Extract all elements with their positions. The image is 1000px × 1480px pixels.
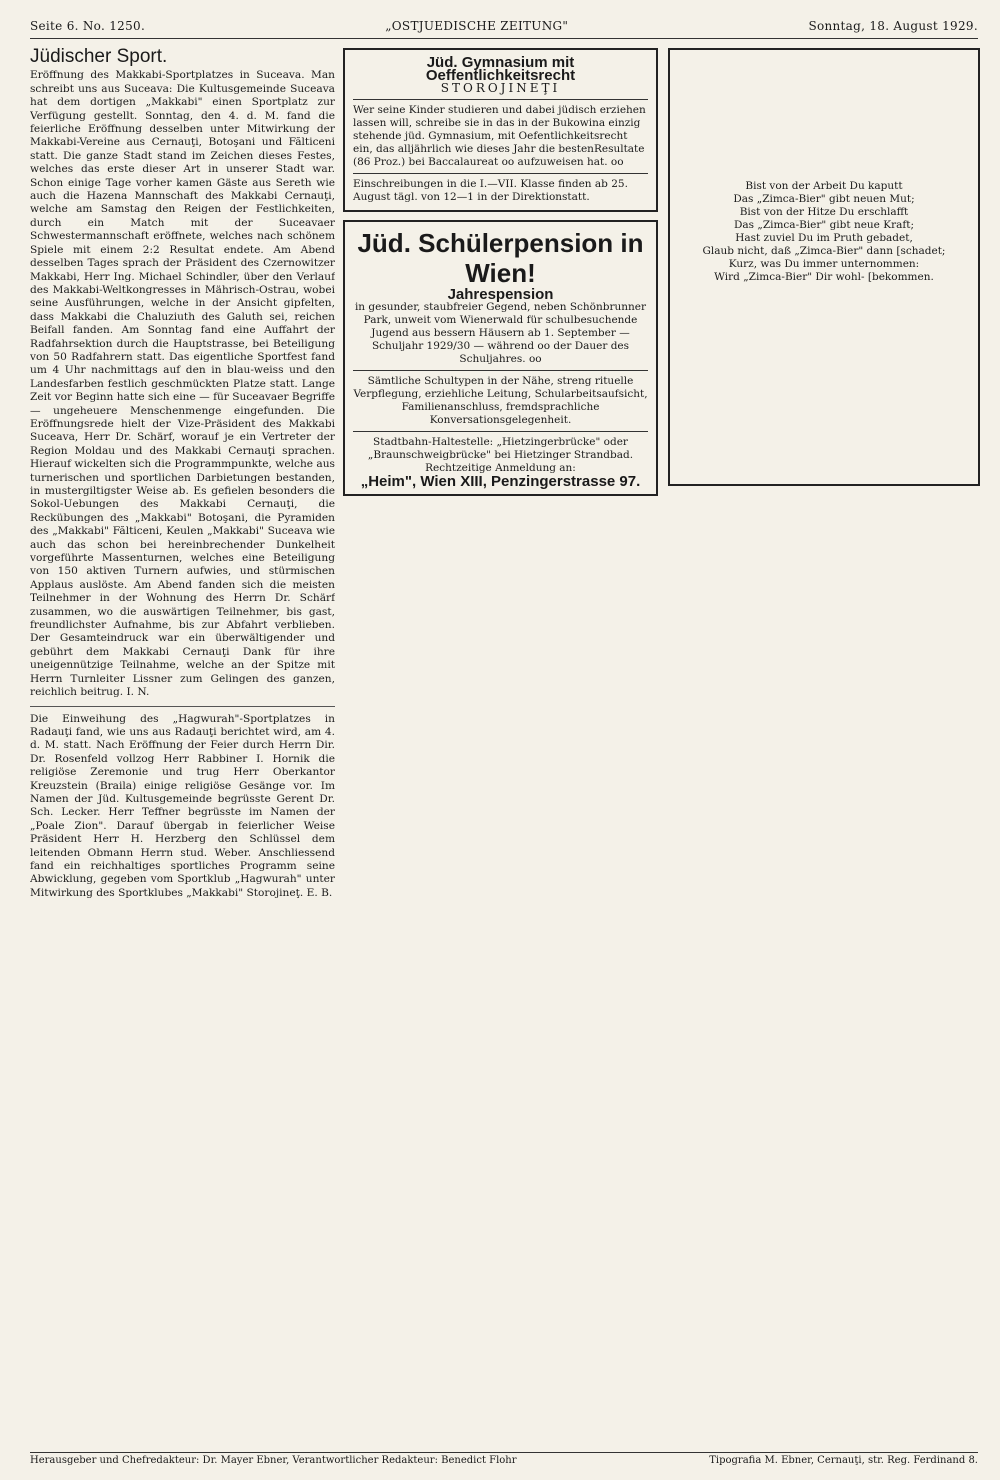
zimca-line: Bist von der Hitze Du erschlafft (739, 206, 909, 218)
ad-gymnasium-title: Jüd. Gymnasium mit Oeffentlichkeitsrecht (425, 54, 576, 84)
imprint-editors: Herausgeber und Chefredakteur: Dr. Mayer Ebner, Verantwortlicher Redakteur: Benedict Flohr (30, 1455, 517, 1466)
section-title: Jüdischer Sport. (30, 48, 168, 67)
zimca-line: Das „Zimca-Bier" gibt neuen Mut; (733, 193, 915, 205)
ad-gymnasium-enroll: Einschreibungen in die I.—VII. Klasse finden ab 25. August tägl. von 12—1 in der Direktionstatt. (353, 178, 628, 203)
ad-pension-title: Jüd. Schülerpension in Wien! (357, 228, 644, 288)
zimca-line: Wird „Zimca-Bier" Dir wohl- [bekommen. (714, 271, 934, 283)
zimca-line: Kurz, was Du immer unternommen: (728, 258, 920, 270)
ad-gymnasium-text: Wer seine Kinder studieren und dabei jüdisch erziehen lassen will, schreibe sie in das in der Bukowina einzig stehende jüd. Gymnasium, mit Oefentlichkeitsrecht ein, das alljährlich wie dieses Jahr die bestenResultate (86 Proz.) bei Baccalaureat oo aufzuweisen hat. oo (353, 104, 646, 168)
page-footer (30, 1452, 978, 1466)
ad-pension-text1: in gesunder, staubfreier Gegend, neben Schönbrunner Park, unweit vom Wienerwald für schulbesuchende Jugend aus bessern Häusern ab 1. September — Schuljahr 1929/30 — während oo der Dauer des Schuljahres. oo (354, 301, 647, 365)
divider (353, 431, 648, 432)
divider (353, 173, 648, 174)
article-suceava: Eröffnung des Makkabi-Sportplatzes in Suceava. Man schreibt uns aus Suceava: Die Kultusgemeinde Suceava hat dem dortigen „Makkabi" einen Sportplatz zur Verfügung gestellt. Sonntag, den 4. d. M. fand die feierliche Eröffnung desselben unter Mitwirkung der Makkabi-Vereine aus Cernauţi, Botoşani und Fălticeni statt. Die ganze Stadt stand im Zeichen dieses Festes, welches das erste dieser Art in unserer Stadt war. Schon einige Tage vorher kamen Gäste aus Sereth wie auch die Hazena Mannschaft des Makkabi Cernauţi, welche am Samstag den Reigen der Festlichkeiten, durch ein Match mit der Suceavaer Schwestermannschaft eröffnete, welches nach schönem Spiele mit einem 2:2 Resultat endete. Am Abend desselben Tages sprach der Präsident des Czernowitzer Makkabi, Herr Ing. Michael Schindler, über den Verlauf des Makkabi-Weltkongresses in Mährisch-Ostrau, wobei seine Ausführungen, welche in der Ansicht gipfelten, dass Makkabi die Chaluziuth des Galuth sei, reichen Beifall fanden. Am Sonntag fand eine Auffahrt der Radfahrsektion durch die Hauptstrasse, bei Beteiligung von 50 Radfahrern statt. Das eigentliche Sportfest fand um 4 Uhr nachmittags auf den in blau-weiss und den Landesfarben festlich geschmückten Platze statt. Lange Zeit vor Beginn hatte sich eine — für Suceavaer Begriffe — ungeheuere Menschenmenge eingefunden. Die Eröffnungsrede hielt der Vize-Präsident des Makkabi Suceava, Herr Dr. Schärf, worauf je ein Vertreter der Region Moldau und des Makkabi Cernauţi sprachen. Hierauf wickelten sich die Programmpunkte, welche aus turnerischen und sportlichen Darbietungen bestanden, in mustergiltigster Weise ab. Es gefielen besonders die Sokol-Uebungen des Makkabi Cernauţi, die Reckübungen des „Makkabi" Botoşani, die Pyramiden des „Makkabi" Fălticeni, Keulen „Makkabi" Suceava wie auch das schon bei hereinbrechender Dunkelheit vorgeführte Massenturnen, welches eine Beteiligung von 150 aktiven Turnern aufwies, und stürmischen Applaus auslöste. Am Abend fanden sich die meisten Teilnehmer in der Wohnung des Herrn Dr. Schärf zusammen, wo die auswärtigen Teilnehmer, bis gast, freundlichster Aufnahme, bis zur Abfahrt verblieben. Der Gesamteindruck war ein überwältigender und gebührt dem Makkabi Cernauţi Dank für ihre uneigennützige Teilnahme, welche an der Spitze mit Herrn Turnleiter Lissner zum Gelingen des ganzen, reichlich beitrug. I. N. (30, 69, 335, 699)
ad-pension-anmeldung: Rechtzeitige Anmeldung an: (425, 462, 576, 474)
ad-pension-text3: Stadtbahn-Haltestelle: „Hietzingerbrücke" oder „Braunschweigbrücke" bei Hietzinger Strandbad. (367, 436, 634, 461)
issue-date: Sonntag, 18. August 1929. (808, 19, 978, 33)
ad-pension-sub: Jahrespension (447, 286, 554, 303)
zimca-line: Hast zuviel Du im Pruth gebadet, (735, 232, 913, 244)
ad-pension-address: „Heim", Wien XIII, Penzingerstrasse 97. (360, 473, 641, 490)
sport-column (30, 48, 335, 1438)
zimca-line: Das „Zimca-Bier" gibt neue Kraft; (733, 219, 915, 231)
divider (353, 370, 648, 371)
newspaper-name: „OSTJUEDISCHE ZEITUNG" (385, 19, 569, 33)
ad-gymnasium-place: STOROJINEŢI (440, 81, 561, 95)
article-radauti: Die Einweihung des „Hagwurah"-Sportplatzes in Radauţi fand, wie uns aus Radauţi berichtet wird, am 4. d. M. statt. Nach Eröffnung der Feier durch Herrn Dir. Dr. Rosenfeld vollzog Herr Rabbiner I. Hornik die religiöse Zeremonie und trug Herr Oberkantor Kreuzstein (Braila) einige religiöse Gesänge vor. Im Namen der Jüd. Kultusgemeinde begrüsste Gerent Dr. Sch. Lecker. Herr Teffner begrüsste im Namen der „Poale Zion". Darauf übergab in feierlicher Weise Präsident Herr H. Herzberg den Schlüssel dem leitenden Obmann Herrn stud. Weber. Anschliessend fand ein reichhaltiges sportliches Programm seine Abwicklung, gegeben vom Sportklub „Hagwurah" unter Mitwirkung des Sportklubes „Makkabi" Storojineţ. E. B. (30, 712, 335, 899)
zimca-line: Bist von der Arbeit Du kaputt (745, 180, 903, 192)
ads-middle-column (343, 48, 658, 1448)
zimca-line: Glaub nicht, daß „Zimca-Bier" dann [schadet; (702, 245, 946, 257)
ad-pension (343, 220, 658, 496)
page-header (30, 14, 978, 39)
ad-gymnasium (343, 48, 658, 212)
imprint-printer: Tipografia M. Ebner, Cernauţi, str. Reg. Ferdinand 8. (709, 1455, 978, 1466)
page-number: Seite 6. No. 1250. (30, 19, 146, 33)
ads-right-column (668, 48, 980, 1448)
divider (30, 706, 335, 707)
divider (353, 99, 648, 100)
ad-pension-text2: Sämtliche Schultypen in der Nähe, streng rituelle Verpflegung, erziehliche Leitung, Schularbeitsaufsicht, Familienanschluss, fremdsprachliche Konversationsgelegenheit. (353, 375, 648, 426)
ad-zimca (668, 48, 980, 486)
